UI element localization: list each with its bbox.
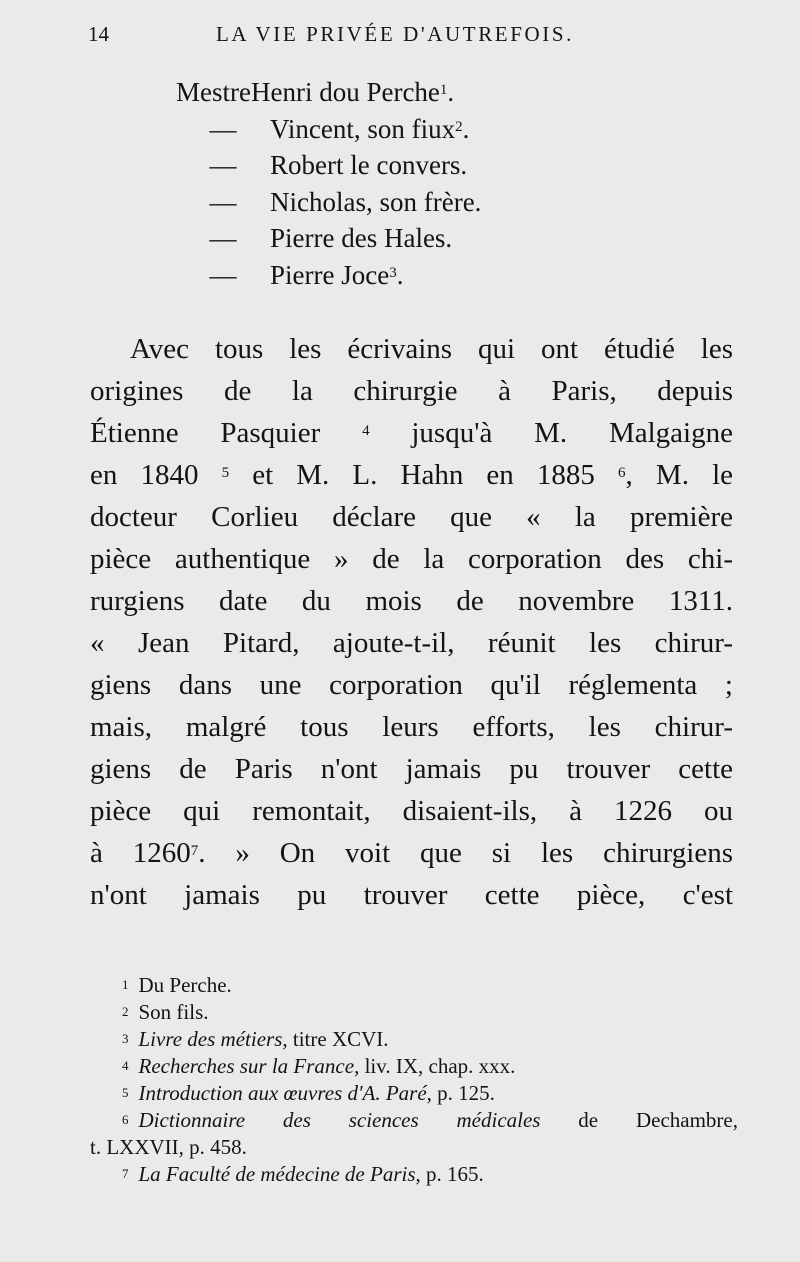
list-item xyxy=(176,74,481,111)
running-title: LA VIE PRIVÉE D'AUTREFOIS. xyxy=(216,22,575,46)
list-dash: — xyxy=(209,223,237,253)
list-text: Pierre des Hales. xyxy=(270,223,453,253)
list-text: Pierre Joce xyxy=(270,259,390,290)
footnote xyxy=(90,1107,738,1134)
list-punct: . xyxy=(396,259,404,290)
footnote-number: 7 xyxy=(122,1166,129,1181)
footnote-text: , p. 165. xyxy=(415,1162,484,1186)
footnote-continuation: t. LXXVII, p. 458. xyxy=(90,1135,247,1159)
footnote-ref: 7 xyxy=(190,843,199,859)
body-text: et M. L. Hahn en 1885 xyxy=(229,459,619,491)
body-text: jusqu'à M. Malgaigne xyxy=(369,417,733,449)
footnote xyxy=(90,1161,738,1188)
footnote-ref: 4 xyxy=(362,423,370,439)
list-item xyxy=(176,111,481,148)
body-line xyxy=(90,454,733,496)
list-dash: — xyxy=(209,259,237,290)
body-line: n'ont jamais pu trouver cette pièce, c'est xyxy=(90,879,733,911)
footnote-ref: 1 xyxy=(439,82,448,98)
body-line: « Jean Pitard, ajoute-t-il, réunit les chirur- xyxy=(90,627,733,659)
list-text: Vincent, son fiux xyxy=(270,113,456,144)
list-dash: — xyxy=(209,113,237,144)
page-number: 14 xyxy=(88,22,109,46)
name-list xyxy=(176,74,481,293)
footnote-text: , titre XCVI. xyxy=(282,1027,389,1051)
body-line: pièce qui remontait, disaient-ils, à 1226 ou xyxy=(90,795,733,827)
body-line: giens de Paris n'ont jamais pu trouver cette xyxy=(90,753,733,785)
footnote-ref: 3 xyxy=(389,264,397,281)
body-line: Avec tous les écrivains qui ont étudié les xyxy=(130,333,733,365)
footnote-number: 1 xyxy=(122,977,129,992)
list-item xyxy=(176,147,481,184)
footnote xyxy=(90,972,738,999)
list-item xyxy=(176,257,481,294)
body-text: , M. le xyxy=(625,459,733,491)
body-line: mais, malgré tous leurs efforts, les chirur- xyxy=(90,711,733,743)
body-line: giens dans une corporation qu'il réglementa ; xyxy=(90,669,733,701)
body-line: origines de la chirurgie à Paris, depuis xyxy=(90,375,733,407)
footnotes xyxy=(90,972,738,1188)
footnote xyxy=(90,999,738,1026)
list-item xyxy=(176,184,481,221)
body-line: pièce authentique » de la corporation des chi- xyxy=(90,543,733,575)
footnote-number: 2 xyxy=(122,1004,129,1019)
footnote-ref: 5 xyxy=(221,465,230,481)
list-dash: — xyxy=(209,186,237,217)
body-line xyxy=(90,832,733,874)
body-text: en 1840 xyxy=(90,459,222,491)
list-text: Nicholas, son frère. xyxy=(270,186,482,217)
footnote-ref: 6 xyxy=(618,465,626,481)
footnote-title: Recherches sur la France xyxy=(138,1054,355,1078)
footnote xyxy=(90,1080,738,1107)
list-text: Henri dou Perche xyxy=(250,77,440,107)
footnote-title: Dictionnaire des sciences médicales xyxy=(138,1108,541,1132)
list-dash: — xyxy=(209,150,237,180)
body-line: rurgiens date du mois de novembre 1311. xyxy=(90,585,733,617)
body-line xyxy=(90,412,733,454)
footnote-text: Du Perche. xyxy=(138,973,232,997)
list-punct: . xyxy=(447,77,455,107)
footnote-number: 6 xyxy=(122,1112,129,1127)
body-text: . » On voit que si les chirurgiens xyxy=(198,837,734,869)
body-text: Étienne Pasquier xyxy=(90,417,363,449)
footnote-text: , liv. IX, chap. xxx. xyxy=(354,1054,516,1078)
footnote-text: Son fils. xyxy=(138,1000,209,1024)
list-punct: . xyxy=(462,113,470,144)
footnote-title: Introduction aux œuvres d'A. Paré xyxy=(138,1081,427,1105)
body-line: docteur Corlieu déclare que « la première xyxy=(90,501,733,533)
body-paragraph xyxy=(90,328,733,916)
footnote-title: La Faculté de médecine de Paris xyxy=(138,1162,416,1186)
footnote-title: Livre des métiers xyxy=(138,1027,283,1051)
footnote xyxy=(90,1053,738,1080)
page-header xyxy=(88,22,728,52)
footnote-number: 5 xyxy=(122,1085,129,1100)
footnote-ref: 2 xyxy=(455,118,463,135)
list-lead: Mestre xyxy=(176,77,251,107)
list-text: Robert le convers. xyxy=(270,150,468,180)
footnote-text: , p. 125. xyxy=(426,1081,495,1105)
footnote xyxy=(90,1026,738,1053)
list-item xyxy=(176,220,481,257)
body-text: à 1260 xyxy=(90,837,191,869)
footnote-number: 3 xyxy=(122,1031,129,1046)
footnote-text: de Dechambre, xyxy=(540,1108,738,1132)
footnote-number: 4 xyxy=(122,1058,129,1073)
